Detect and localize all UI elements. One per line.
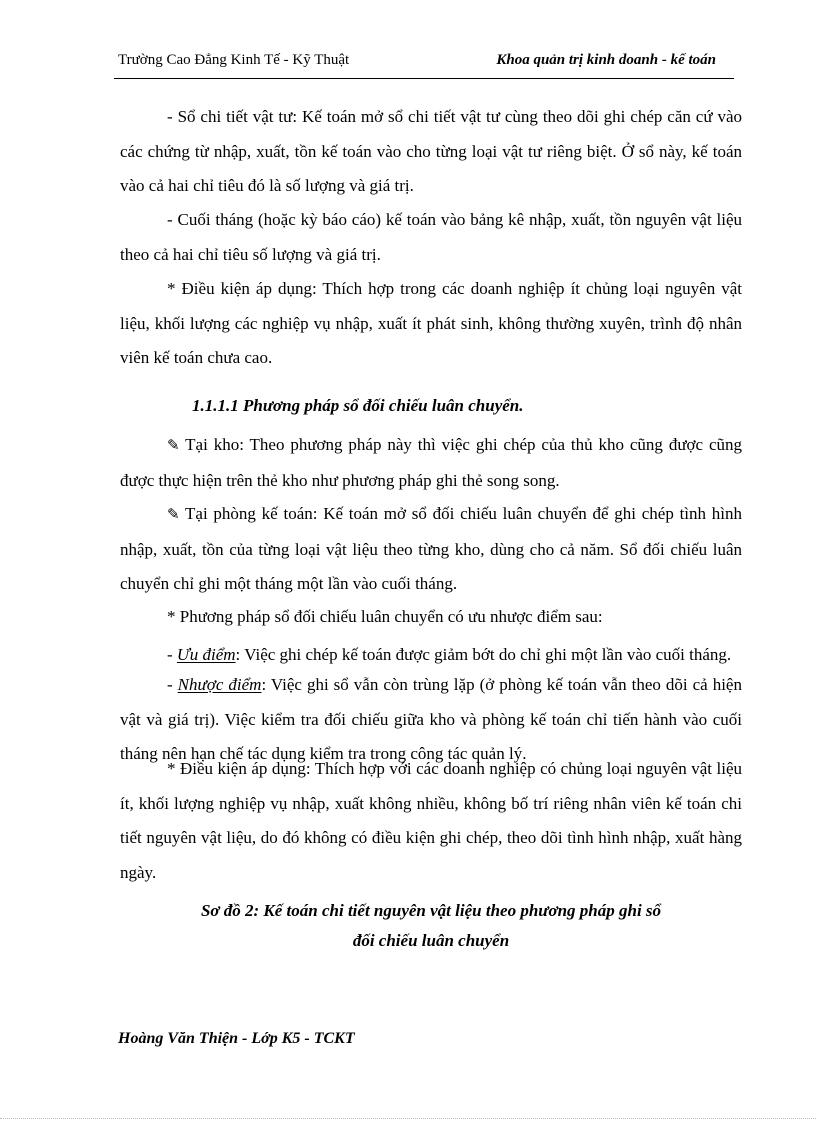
page-footer: Hoàng Văn Thiện - Lớp K5 - TCKT: [118, 1030, 355, 1047]
advantages-text: : Việc ghi chép kế toán được giảm bớt do chỉ ghi một lần vào cuối tháng.: [235, 645, 732, 664]
section-title: 1.1.1.1 Phương pháp sổ đối chiếu luân chuyển.: [192, 396, 524, 415]
header-divider: [114, 78, 734, 79]
paragraph-conditions-1: * Điều kiện áp dụng: Thích hợp trong các doanh nghiệp ít chủng loại nguyên vật liệu, khối lượng các nghiệp vụ nhập, xuất ít phát sinh, không thường xuyên, trình độ nhân viên kế toán chưa cao.: [120, 279, 742, 367]
pencil-icon: ✎: [167, 438, 180, 454]
header-school-name: Trường Cao Đẳng Kinh Tế - Kỹ Thuật: [118, 52, 350, 68]
paragraph-disadvantages: - Nhược điểm: Việc ghi sổ vẫn còn trùng lặp (ở phòng kế toán vẫn theo dõi cả hiện vật và giá trị). Việc kiểm tra đối chiếu giữa kho và phòng kế toán chỉ tiến hành vào cuối tháng nên hạn chế tác dụng kiểm tra trong công tác quản lý.: [120, 675, 742, 763]
pencil-icon: ✎: [167, 507, 180, 523]
header-faculty-name: Khoa quản trị kinh doanh - kế toán: [496, 52, 716, 68]
paragraph-advantages: - Ưu điểm: Việc ghi chép kế toán được giảm bớt do chỉ ghi một lần vào cuối tháng.: [167, 645, 732, 664]
paragraph-at-warehouse: [120, 428, 742, 498]
paragraph-pros-cons-intro: * Phương pháp sổ đối chiếu luân chuyển có ưu nhược điểm sau:: [167, 607, 603, 626]
paragraph-end-of-month: - Cuối tháng (hoặc kỳ báo cáo) kế toán vào bảng kê nhập, xuất, tồn nguyên vật liệu theo cả hai chỉ tiêu số lượng và giá trị.: [120, 210, 742, 264]
paragraph-conditions-2: * Điều kiện áp dụng: Thích hợp với các doanh nghiệp có chủng loại nguyên vật liệu ít, khối lượng nghiệp vụ nhập, xuất không nhiều, không bố trí riêng nhân viên kế toán chi tiết nguyên vật liệu, do đó không có điều kiện ghi chép, theo dõi tình hình nhập, xuất hàng ngày.: [120, 759, 742, 882]
disadvantages-text: : Việc ghi sổ vẫn còn trùng lặp (ở phòng kế toán vẫn theo dõi cả hiện vật và giá trị). Việc kiểm tra đối chiếu giữa kho và phòng kế toán chỉ tiến hành vào cuối tháng nên hạn chế tác dụng kiểm tra trong công tác quản lý.: [120, 675, 742, 763]
paragraph-material-ledger: - Sổ chi tiết vật tư: Kế toán mở sổ chi tiết vật tư cùng theo dõi ghi chép căn cứ vào các chứng từ nhập, xuất, tồn kế toán vào cho từng loại vật tư riêng biệt. Ở sổ này, kế toán vào cả hai chỉ tiêu đó là số lượng và giá trị.: [120, 107, 742, 195]
page-header: [118, 52, 734, 76]
advantages-label: Ưu điểm: [176, 645, 236, 664]
disadvantages-label: Nhược điểm: [177, 675, 262, 694]
diagram-title: [120, 896, 742, 956]
paragraph-accounting-dept: [120, 497, 742, 602]
diagram-title-line2: đối chiếu luân chuyển: [352, 931, 510, 950]
paragraph-accounting-dept-text: Tại phòng kế toán: Kế toán mở sổ đối chiếu luân chuyển để ghi chép tình hình nhập, xuất, tồn của từng loại vật liệu theo từng kho, dùng cho cả năm. Sổ đối chiếu luân chuyển chỉ ghi một tháng một lần vào cuối tháng.: [120, 504, 742, 593]
page-bottom-edge: [0, 1118, 816, 1119]
paragraph-at-warehouse-text: Tại kho: Theo phương pháp này thì việc ghi chép của thủ kho cũng được cũng được thực hiện trên thẻ kho như phương pháp ghi thẻ song song.: [120, 435, 742, 490]
diagram-title-line1: Sơ đồ 2: Kế toán chi tiết nguyên vật liệu theo phương pháp ghi sổ: [200, 901, 662, 920]
